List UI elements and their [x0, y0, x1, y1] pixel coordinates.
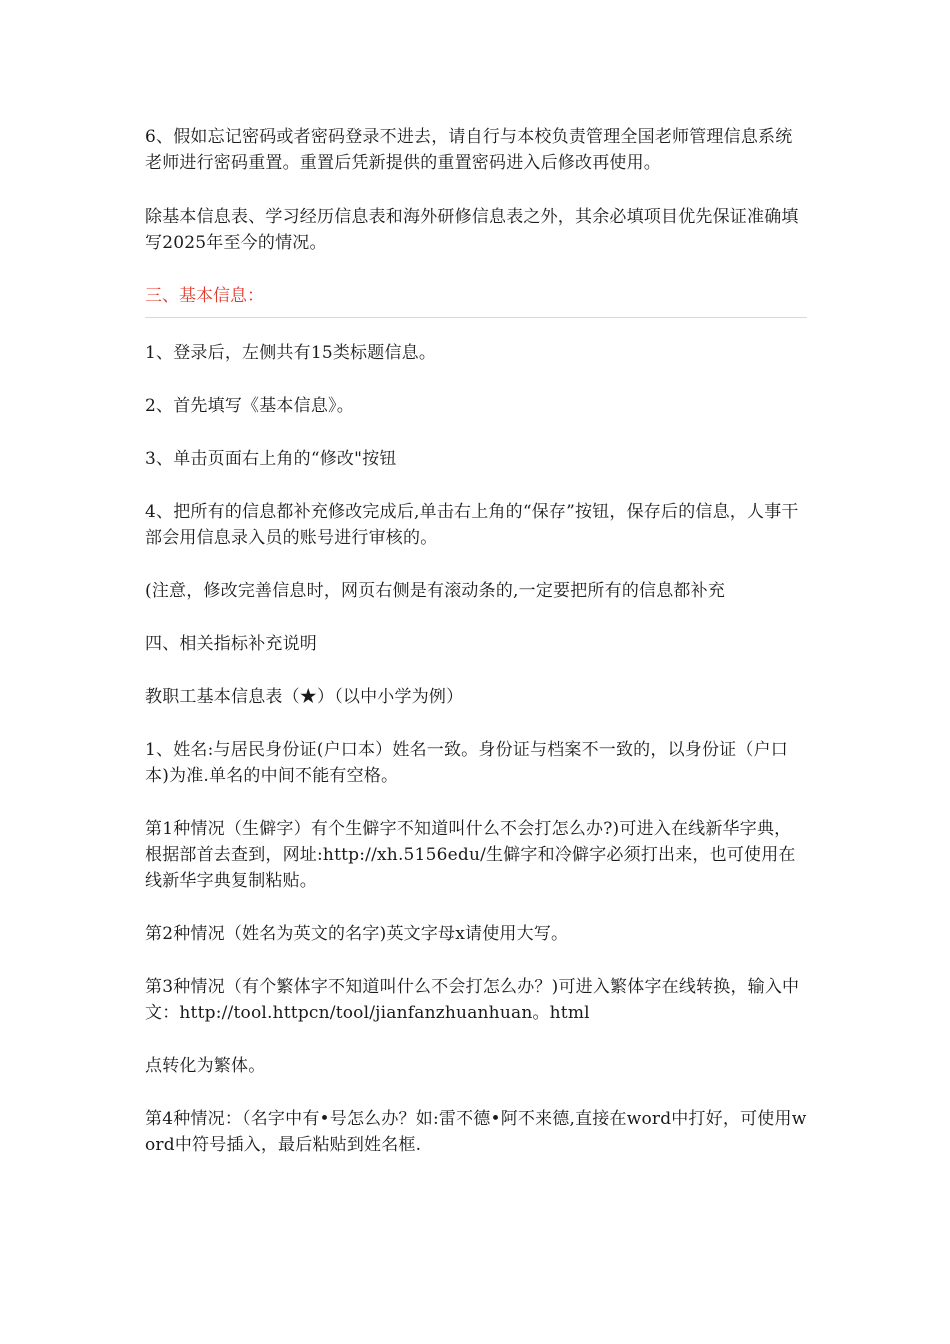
- paragraph-fill-basic-info: 2、首先填写《基本信息》。: [145, 396, 354, 416]
- paragraph-convert-traditional: 点转化为繁体。: [145, 1056, 266, 1076]
- paragraph-password-reset: 6、假如忘记密码或者密码登录不进去，请自行与本校负责管理全国老师管理信息系统老师进行密码重置。重置后凭新提供的重置密码进入后修改再使用。: [145, 127, 793, 173]
- section-divider: [145, 317, 807, 318]
- paragraph-scrollbar-note: (注意，修改完善信息时，网页右侧是有滚动条的,一定要把所有的信息都补充: [145, 581, 726, 601]
- paragraph-click-modify: 3、单击页面右上角的“修改"按钮: [145, 449, 397, 469]
- document-page: [145, 124, 807, 1158]
- paragraph-section-four-title: 四、相关指标补充说明: [145, 634, 317, 654]
- paragraph-required-items: 除基本信息表、学习经历信息表和海外研修信息表之外，其余必填项目优先保证准确填写2025年至今的情况。: [145, 207, 799, 253]
- paragraph-staff-table-title: 教职工基本信息表（★）（以中小学为例）: [145, 687, 464, 707]
- paragraph-name-rule: 1、姓名:与居民身份证(户口本）姓名一致。身份证与档案不一致的，以身份证（户口本)为准.单名的中间不能有空格。: [145, 740, 788, 786]
- paragraph-case-three: 第3种情况（有个繁体字不知道叫什么不会打怎么办？)可进入繁体字在线转换，输入中文：http://tool.httpcn/tool/jianfanzhuanhuan。html: [145, 977, 800, 1023]
- paragraph-case-four: 第4种情况：（名字中有•号怎么办？如:雷不德•阿不来德,直接在word中打好，可使用word中符号插入，最后粘贴到姓名框.: [145, 1109, 807, 1155]
- paragraph-login-categories: 1、登录后，左侧共有15类标题信息。: [145, 343, 437, 363]
- paragraph-case-one: 第1种情况（生僻字）有个生僻字不知道叫什么不会打怎么办?)可进入在线新华字典，根据部首去查到，网址:http://xh.5156edu/生僻字和冷僻字必须打出来，也可使用在线新华字典复制粘贴。: [145, 819, 796, 891]
- paragraph-case-two: 第2种情况（姓名为英文的名字)英文字母x请使用大写。: [145, 924, 569, 944]
- paragraph-save-review: 4、把所有的信息都补充修改完成后,单击右上角的“保存”按钮，保存后的信息，人事干部会用信息录入员的账号进行审核的。: [145, 502, 799, 548]
- section-heading-basic-info: 三、基本信息：: [145, 286, 264, 306]
